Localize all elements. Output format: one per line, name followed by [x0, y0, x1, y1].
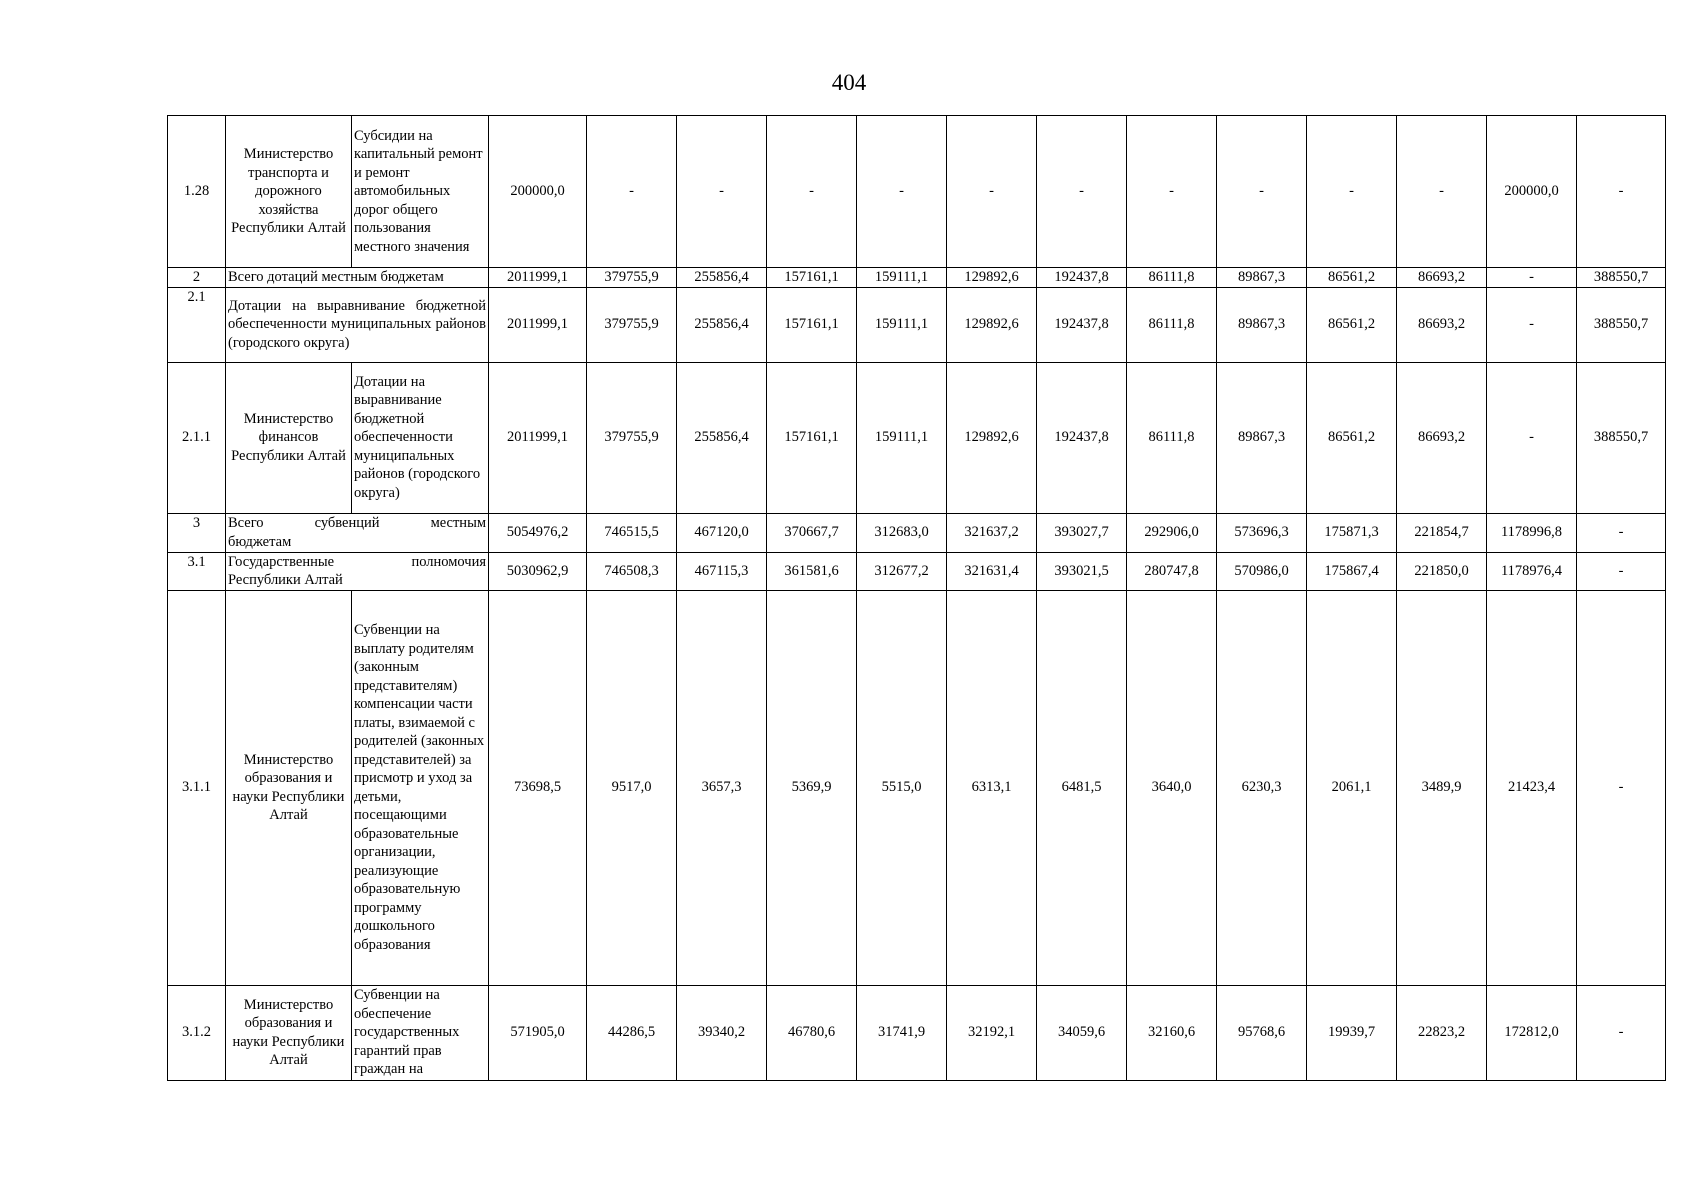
value-cell: 321637,2	[947, 513, 1037, 552]
description-cell: Субвенции на обеспечение государственных гарантий прав граждан на	[352, 985, 489, 1080]
row-code: 3.1.1	[168, 590, 226, 985]
row-title-text: Всего субвенций местным	[228, 515, 486, 531]
value-cell: -	[1217, 116, 1307, 268]
value-total: 200000,0	[489, 116, 587, 268]
table-row	[168, 268, 1666, 288]
row-title-text: Государственные полномочия	[228, 553, 486, 570]
value-cell: 159111,1	[857, 287, 947, 362]
value-cell: 172812,0	[1487, 985, 1577, 1080]
value-cell: -	[677, 116, 767, 268]
value-cell: 370667,7	[767, 513, 857, 552]
value-cell: -	[587, 116, 677, 268]
row-code: 3.1	[168, 552, 226, 590]
value-cell: 89867,3	[1217, 287, 1307, 362]
description-cell: Субвенции на выплату родителям (законным представителям) компенсации части платы, взимаемой с родителей (законных представителей) за присмотр и уход за детьми, посещающими образовательные организации, реализующие образовательную программу дошкольного образования	[352, 590, 489, 985]
value-cell: 388550,7	[1577, 362, 1666, 513]
value-cell: 6230,3	[1217, 590, 1307, 985]
row-title-tail: Республики Алтай	[228, 572, 343, 588]
value-total: 2011999,1	[489, 287, 587, 362]
value-cell: 393027,7	[1037, 513, 1127, 552]
row-title-tail: (городского округа)	[228, 334, 350, 351]
value-cell: 86111,8	[1127, 362, 1217, 513]
value-cell: -	[857, 116, 947, 268]
value-cell: 379755,9	[587, 268, 677, 288]
row-title-text: Дотации на выравнивание бюджетной обеспеченности муниципальных районов	[228, 297, 486, 333]
budget-table	[167, 115, 1666, 1081]
value-cell: 19939,7	[1307, 985, 1397, 1080]
value-cell: 192437,8	[1037, 268, 1127, 288]
row-code: 3	[168, 513, 226, 552]
value-cell: -	[1307, 116, 1397, 268]
value-cell: 221854,7	[1397, 513, 1487, 552]
row-code: 1.28	[168, 116, 226, 268]
value-cell: 129892,6	[947, 268, 1037, 288]
value-total: 5054976,2	[489, 513, 587, 552]
value-cell: 570986,0	[1217, 552, 1307, 590]
value-cell: 86561,2	[1307, 362, 1397, 513]
value-cell: 255856,4	[677, 268, 767, 288]
value-total: 73698,5	[489, 590, 587, 985]
value-cell: 255856,4	[677, 362, 767, 513]
value-cell: 86693,2	[1397, 287, 1487, 362]
row-title	[226, 552, 489, 590]
value-cell: 157161,1	[767, 362, 857, 513]
value-cell: 89867,3	[1217, 268, 1307, 288]
ministry-cell: Министерство транспорта и дорожного хозяйства Республики Алтай	[226, 116, 352, 268]
value-cell: 9517,0	[587, 590, 677, 985]
value-cell: -	[1487, 362, 1577, 513]
row-title	[226, 513, 489, 552]
value-cell: 746508,3	[587, 552, 677, 590]
page-number: 404	[831, 70, 867, 95]
row-title: Всего дотаций местным бюджетам	[226, 268, 489, 288]
value-cell: 361581,6	[767, 552, 857, 590]
value-cell: 200000,0	[1487, 116, 1577, 268]
value-cell: 86561,2	[1307, 287, 1397, 362]
value-cell: 175871,3	[1307, 513, 1397, 552]
table-row	[168, 116, 1666, 268]
description-cell: Дотации на выравнивание бюджетной обеспеченности муниципальных районов (городского округа)	[352, 362, 489, 513]
value-cell: 157161,1	[767, 287, 857, 362]
value-cell: 21423,4	[1487, 590, 1577, 985]
value-cell: 89867,3	[1217, 362, 1307, 513]
value-cell: 3657,3	[677, 590, 767, 985]
value-cell: 467120,0	[677, 513, 767, 552]
table-row	[168, 985, 1666, 1080]
value-cell: -	[1397, 116, 1487, 268]
value-cell: 86111,8	[1127, 287, 1217, 362]
value-cell: 129892,6	[947, 362, 1037, 513]
value-cell: 46780,6	[767, 985, 857, 1080]
value-cell: 312677,2	[857, 552, 947, 590]
value-cell: 5515,0	[857, 590, 947, 985]
value-cell: 34059,6	[1037, 985, 1127, 1080]
value-cell: 22823,2	[1397, 985, 1487, 1080]
value-cell: 5369,9	[767, 590, 857, 985]
value-cell: 86561,2	[1307, 268, 1397, 288]
value-cell: 157161,1	[767, 268, 857, 288]
value-cell: 280747,8	[1127, 552, 1217, 590]
value-cell: -	[1577, 985, 1666, 1080]
value-cell: 573696,3	[1217, 513, 1307, 552]
table-row	[168, 287, 1666, 362]
value-cell: 32160,6	[1127, 985, 1217, 1080]
value-cell: 192437,8	[1037, 287, 1127, 362]
value-cell: -	[1037, 116, 1127, 268]
table-row	[168, 513, 1666, 552]
value-cell: 1178976,4	[1487, 552, 1577, 590]
value-cell: -	[1577, 590, 1666, 985]
value-cell: -	[1487, 268, 1577, 288]
value-cell: 95768,6	[1217, 985, 1307, 1080]
value-cell: -	[947, 116, 1037, 268]
value-cell: 3489,9	[1397, 590, 1487, 985]
value-cell: 312683,0	[857, 513, 947, 552]
value-cell: 1178996,8	[1487, 513, 1577, 552]
value-total: 2011999,1	[489, 362, 587, 513]
value-cell: 159111,1	[857, 268, 947, 288]
table-row	[168, 552, 1666, 590]
ministry-cell: Министерство финансов Республики Алтай	[226, 362, 352, 513]
value-cell: 6313,1	[947, 590, 1037, 985]
value-cell: 159111,1	[857, 362, 947, 513]
value-cell: 2061,1	[1307, 590, 1397, 985]
value-cell: -	[1577, 513, 1666, 552]
value-cell: 86693,2	[1397, 362, 1487, 513]
value-cell: 6481,5	[1037, 590, 1127, 985]
value-total: 571905,0	[489, 985, 587, 1080]
value-cell: -	[1577, 116, 1666, 268]
value-cell: 467115,3	[677, 552, 767, 590]
value-cell: 393021,5	[1037, 552, 1127, 590]
row-code: 2	[168, 268, 226, 288]
row-code: 2.1	[168, 287, 226, 362]
value-cell: 31741,9	[857, 985, 947, 1080]
value-cell: 388550,7	[1577, 287, 1666, 362]
value-cell: 32192,1	[947, 985, 1037, 1080]
value-cell: 321631,4	[947, 552, 1037, 590]
row-title	[226, 287, 489, 362]
row-code: 3.1.2	[168, 985, 226, 1080]
value-cell: 86111,8	[1127, 268, 1217, 288]
value-cell: -	[767, 116, 857, 268]
value-total: 2011999,1	[489, 268, 587, 288]
ministry-cell: Министерство образования и науки Республики Алтай	[226, 985, 352, 1080]
ministry-cell: Министерство образования и науки Республики Алтай	[226, 590, 352, 985]
value-cell: 255856,4	[677, 287, 767, 362]
value-cell: 379755,9	[587, 362, 677, 513]
value-cell: 192437,8	[1037, 362, 1127, 513]
value-cell: 221850,0	[1397, 552, 1487, 590]
value-cell: -	[1487, 287, 1577, 362]
value-cell: 86693,2	[1397, 268, 1487, 288]
value-cell: 388550,7	[1577, 268, 1666, 288]
value-cell: 746515,5	[587, 513, 677, 552]
description-cell: Субсидии на капитальный ремонт и ремонт автомобильных дорог общего пользования местного значения	[352, 116, 489, 268]
value-cell: 129892,6	[947, 287, 1037, 362]
row-title-tail: бюджетам	[228, 533, 292, 550]
value-cell: 175867,4	[1307, 552, 1397, 590]
value-cell: 39340,2	[677, 985, 767, 1080]
value-cell: 292906,0	[1127, 513, 1217, 552]
value-cell: 379755,9	[587, 287, 677, 362]
table-row	[168, 362, 1666, 513]
value-cell: 3640,0	[1127, 590, 1217, 985]
row-code: 2.1.1	[168, 362, 226, 513]
value-total: 5030962,9	[489, 552, 587, 590]
value-cell: 44286,5	[587, 985, 677, 1080]
value-cell: -	[1577, 552, 1666, 590]
table-row	[168, 590, 1666, 985]
value-cell: -	[1127, 116, 1217, 268]
